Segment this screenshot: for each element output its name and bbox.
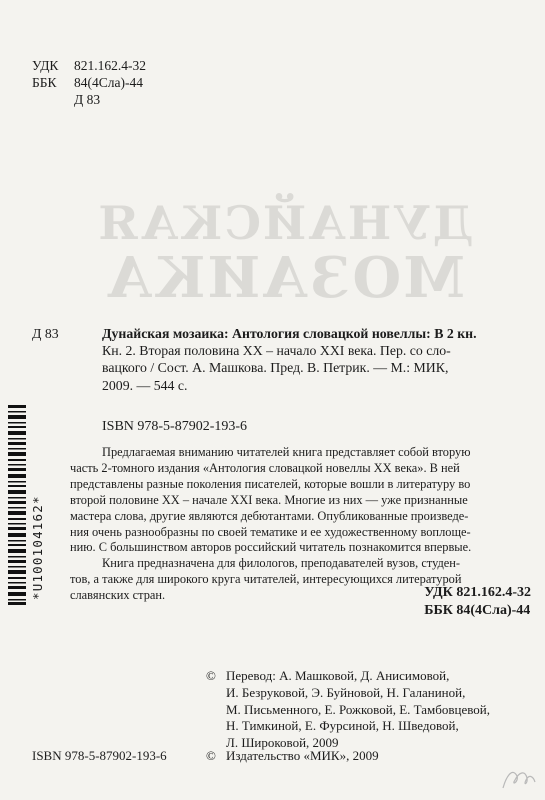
catalog-isbn: ISBN 978-5-87902-193-6 — [102, 419, 248, 434]
translation-credits — [206, 668, 536, 752]
classification-block-bottom — [424, 584, 531, 620]
annotation-line: Книга предназначена для филологов, преподавателей вузов, студен- — [102, 556, 461, 571]
annotation-line: второй половине XX – начале XXI века. Многие из них — уже признанные — [70, 492, 468, 507]
catalog-line: вацкого / Сост. А. Машкова. Пред. В. Петрик. — М.: МИК, — [102, 360, 449, 376]
barcode-image — [8, 405, 26, 605]
bleed-through-text — [70, 196, 500, 311]
annotation-line: Предлагаемая вниманию читателей книга представляет собой вторую — [102, 445, 471, 459]
copyright-symbol: © — [206, 748, 216, 763]
bleed-through-line-2: МОЗАИКА — [104, 245, 466, 311]
classification-block-top — [32, 57, 146, 108]
credits-line: М. Письменного, Е. Рожковой, Е. Тамбовцевой, — [226, 701, 490, 717]
catalog-code: Д 83 — [32, 326, 59, 341]
bleed-through-line-1: ДУНАЙСКАЯ — [96, 196, 474, 250]
credits-line: Н. Тимкиной, Е. Фурсиной, Н. Шведовой, — [226, 718, 459, 734]
bbk-bottom: ББК 84(4Сла)-44 — [424, 603, 531, 618]
annotation-line: представлены разные поколения писателей, которые вошли в литературу во — [70, 476, 471, 491]
annotation-line: мастера слова, другие являются дебютантами. Опубликованные произведе- — [70, 508, 469, 523]
catalog-line: Кн. 2. Вторая половина XX – начало XXI века. Пер. со сло- — [102, 343, 451, 359]
bbk-value: 84(4Сла)-44 — [74, 75, 143, 90]
udk-value: 821.162.4-32 — [74, 58, 146, 73]
annotation-line: тов, а также для широкого круга читателей, интересующихся литературой — [70, 572, 462, 587]
catalog-line: Дунайская мозаика: Антология словацкой новеллы: В 2 кн. — [102, 326, 477, 341]
publisher-copyright — [206, 748, 379, 764]
barcode-digits: *U100104162* — [30, 495, 45, 600]
catalog-entry — [32, 325, 532, 394]
author-mark: Д 83 — [74, 92, 101, 107]
udk-label: УДК — [32, 58, 59, 73]
annotation-line: славянских стран. — [70, 588, 166, 603]
footer-isbn: ISBN 978-5-87902-193-6 — [32, 748, 167, 763]
catalog-line: 2009. — 544 с. — [102, 377, 188, 393]
credits-line: Перевод: А. Машковой, Д. Анисимовой, — [226, 668, 450, 683]
annotation-line: ния очень разнообразны по своей тематике и ее художественному воплоще- — [70, 524, 471, 539]
copyright-symbol: © — [206, 668, 216, 683]
annotation-line: часть 2-томного издания «Антология словацкой новеллы XX века». В ней — [70, 460, 460, 475]
handwritten-mark — [499, 760, 539, 795]
annotation — [70, 445, 522, 604]
credits-line: Л. Широковой, 2009 — [226, 735, 339, 751]
credits-line: И. Безруковой, Э. Буйновой, Н. Галаниной, — [226, 684, 466, 700]
annotation-line: нию. С большинством авторов российский читатель познакомится впервые. — [70, 540, 472, 555]
publisher-name: Издательство «МИК», 2009 — [226, 748, 379, 763]
udk-bottom: УДК 821.162.4-32 — [424, 585, 531, 600]
bbk-label: ББК — [32, 75, 57, 90]
annotation-paragraph-1 — [70, 445, 522, 556]
